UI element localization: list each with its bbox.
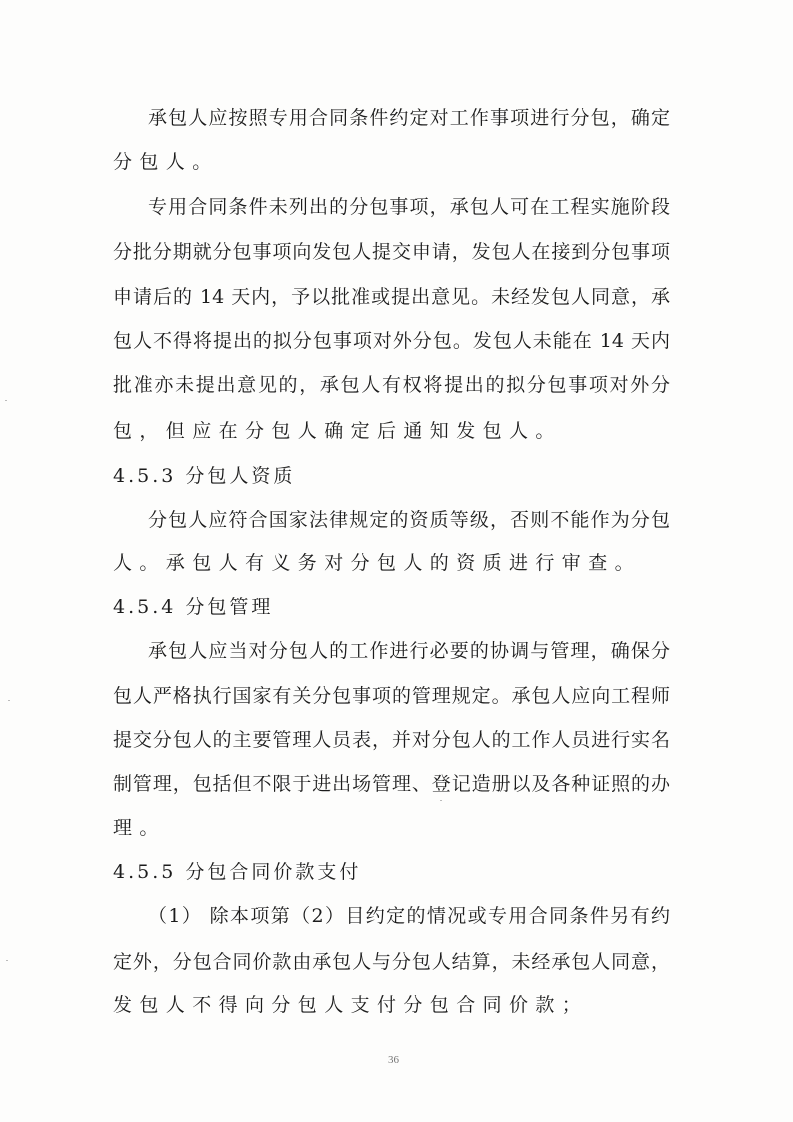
paragraph-line: 定外，分包合同价款由承包人与分包人结算，未经承包人同意， (113, 951, 670, 973)
paragraph-line: 制管理，包括但不限于进出场管理、登记造册以及各种证照的办 (113, 773, 670, 795)
paragraph-line: 包人不得将提出的拟分包事项对外分包。发包人未能在 14 天内 (113, 330, 670, 352)
page-number: 36 (388, 1054, 399, 1066)
paragraph-line: 提交分包人的主要管理人员表，并对分包人的工作人员进行实名 (113, 729, 670, 751)
paragraph-line: 人。承包人有义务对分包人的资质进行审查。 (113, 552, 642, 574)
paragraph-line: 发包人不得向分包人支付分包合同价款； (113, 994, 589, 1016)
paragraph-line: 承包人应当对分包人的工作进行必要的协调与管理，确保分 (148, 640, 670, 662)
paragraph-line: 分包人应符合国家法律规定的资质等级，否则不能作为分包 (148, 509, 670, 531)
paragraph-line: 包，但应在分包人确定后通知发包人。 (113, 420, 562, 442)
paragraph-line: 分包人。 (113, 151, 219, 173)
section-heading-4-5-5: 4.5.5 分包合同价款支付 (113, 861, 362, 883)
paragraph-line: 批准亦未提出意见的，承包人有权将提出的拟分包事项对外分 (113, 374, 670, 396)
scan-speck (5, 400, 7, 401)
section-heading-4-5-3: 4.5.3 分包人资质 (113, 465, 296, 487)
paragraph-line: 申请后的 14 天内，予以批准或提出意见。未经发包人同意，承 (113, 286, 670, 308)
scan-speck (8, 700, 10, 701)
paragraph-line: 包人严格执行国家有关分包事项的管理规定。承包人应向工程师 (113, 685, 670, 707)
paragraph-line: 承包人应按照专用合同条件约定对工作事项进行分包，确定 (148, 107, 670, 129)
scan-speck (6, 960, 8, 961)
section-heading-4-5-4: 4.5.4 分包管理 (113, 596, 274, 618)
paragraph-line: 专用合同条件未列出的分包事项，承包人可在工程实施阶段 (148, 196, 670, 218)
paragraph-line: 理。 (113, 817, 166, 839)
paragraph-line: 分批分期就分包事项向发包人提交申请，发包人在接到分包事项 (113, 241, 670, 263)
paragraph-line: （1） 除本项第（2）目约定的情况或专用合同条件另有约 (148, 905, 670, 927)
scan-speck (440, 800, 442, 801)
